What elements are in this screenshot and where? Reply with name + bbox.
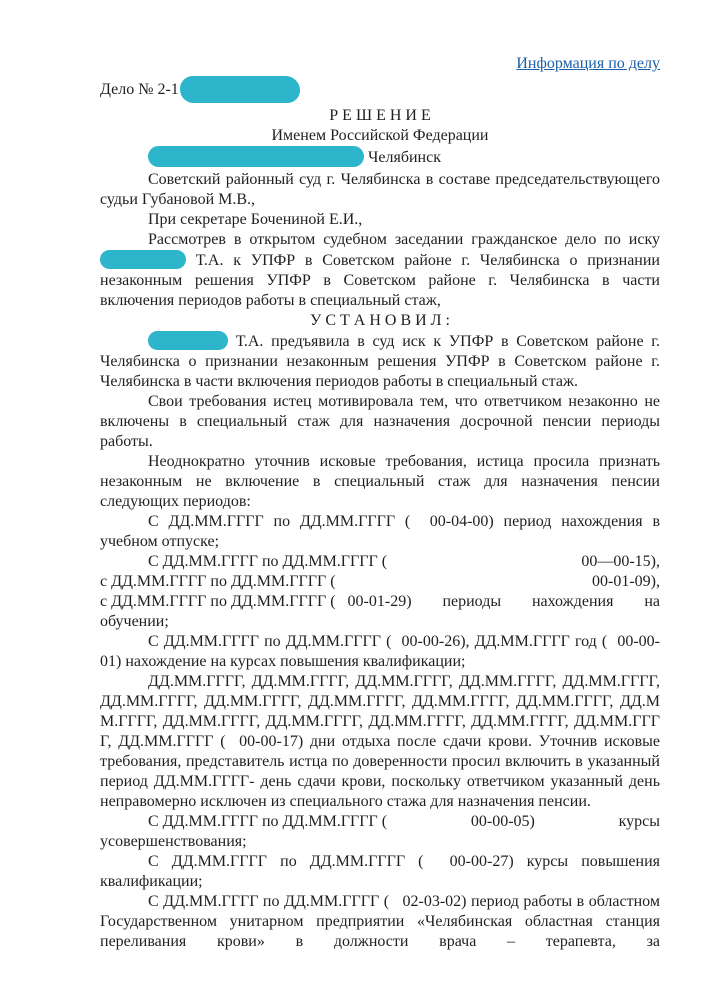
redaction-case-number (180, 76, 300, 103)
header-link-row (100, 54, 660, 74)
ruling-heading: У С Т А Н О В И Л : (310, 312, 450, 329)
improvement-courses-duration: 00-00-05) (470, 813, 535, 830)
training-period-3-word-1: периоды (442, 593, 502, 610)
case-number-row (100, 76, 660, 106)
paragraph-court-composition: Советский районный суд г. Челябинска в составе председательствующего судьи Губановой М.В., (100, 171, 660, 208)
improvement-courses-line (100, 812, 660, 832)
paragraph-blood-donation (100, 672, 660, 812)
training-period-2-duration: 00-01-09), (592, 573, 660, 590)
claim-text: Т.А. предъявила в суд иск к УПФР в Советском районе г. Челябинска о признании незаконным решения УПФР в Советском районе г. Челябинска в части включения периодов работы в специальный стаж. (100, 333, 661, 390)
redaction-date (148, 146, 364, 167)
paragraph-qualification-courses-2: С ДД.ММ.ГГГГ по ДД.ММ.ГГГГ ( 00-00-27) курсы повышения квалификации; (100, 853, 660, 890)
training-period-line-2 (100, 572, 660, 592)
redaction-plaintiff-name (100, 250, 186, 269)
improvement-courses-dates: С ДД.ММ.ГГГГ по ДД.ММ.ГГГГ ( (148, 813, 388, 830)
blood-donation-clarification: Уточнив исковые требования, представитель истца по доверенности просил включить в указанный период ДД.ММ.ГГГГ- день сдачи крови, поскольку ответчиком указанный день неправомерно исключен из специального стажа для назначения пенсии. (100, 733, 661, 810)
date-city-row (100, 146, 660, 170)
improvement-courses-tail: усовершенствования; (100, 833, 247, 850)
city-label: Челябинск (368, 149, 441, 166)
training-period-tail: обучении; (100, 613, 169, 630)
paragraph-work-period: С ДД.ММ.ГГГГ по ДД.ММ.ГГГГ ( 02-03-02) период работы в областном Государственном унитарном предприятии «Челябинская областная станция переливания крови» в должности врача – терапевта, за (100, 893, 660, 950)
hearing-text-after: Т.А. к УПФР в Советском районе г. Челябинска о признании незаконным решения УПФР в Советском районе г. Челябинска в части включения периодов работы в специальный стаж, (100, 252, 660, 309)
paragraph-motivation: Свои требования истец мотивировала тем, что ответчиком незаконно не включены в специальный стаж для назначения досрочной пенсии периоды работы. (100, 393, 660, 450)
paragraph-hearing (100, 230, 660, 311)
training-period-3-word-3: на (644, 593, 660, 610)
decision-subtitle: Именем Российской Федерации (271, 127, 489, 144)
case-number-label: Дело № 2-1 (100, 81, 179, 98)
case-info-link[interactable]: Информация по делу (516, 55, 660, 72)
improvement-courses-word: курсы (618, 813, 660, 830)
hearing-text-before: Рассмотрев в открытом судебном заседании гражданское дело по иску (148, 231, 660, 248)
training-period-line-1 (100, 552, 660, 572)
redaction-plaintiff-name-2 (148, 331, 228, 350)
training-period-1-duration: 00—00-15), (581, 553, 660, 570)
paragraph-claim (100, 331, 660, 392)
training-period-3-dates: с ДД.ММ.ГГГГ по ДД.ММ.ГГГГ ( 00-01-29) (100, 593, 412, 610)
paragraph-qualification-courses: С ДД.ММ.ГГГГ по ДД.ММ.ГГГГ ( 00-00-26), ДД.ММ.ГГГГ год ( 00-00-01) нахождение на курсах повышения квалификации; (100, 633, 660, 670)
decision-title: Р Е Ш Е Н И Е (329, 107, 431, 124)
training-period-3-word-2: нахождения (531, 593, 614, 610)
training-period-line-3 (100, 592, 660, 612)
training-period-2-dates: с ДД.ММ.ГГГГ по ДД.ММ.ГГГГ ( (100, 573, 336, 590)
training-period-1-dates: С ДД.ММ.ГГГГ по ДД.ММ.ГГГГ ( (148, 553, 388, 570)
paragraph-secretary: При секретаре Бочениной Е.И., (148, 211, 363, 228)
paragraph-study-leave: С ДД.ММ.ГГГГ по ДД.ММ.ГГГГ ( 00-04-00) период нахождения в учебном отпуске; (100, 513, 660, 550)
paragraph-clarified-claims: Неоднократно уточнив исковые требования, истица просила признать незаконным не включение в специальный стаж для назначения пенсии следующих периодов: (100, 453, 660, 510)
blood-donation-dates-list: ДД.ММ.ГГГГ, ДД.ММ.ГГГГ, ДД.ММ.ГГГГ, ДД.ММ.ГГГГ, ДД.ММ.ГГГГ, ДД.ММ.ГГГГ, ДД.ММ.ГГГГ, ДД.ММ.ГГГГ, ДД.ММ.ГГГГ, ДД.ММ.ГГГГ, ДД.ММ.ГГГГ, ДД.ММ.ГГГГ, ДД.ММ.ГГГГ, ДД.ММ.ГГГГ, ДД.ММ.ГГГГ, ДД.ММ.ГГГГ, ДД.ММ.ГГГГ ( 00-00-17) дни отдыха после сдачи крови. (100, 673, 660, 750)
